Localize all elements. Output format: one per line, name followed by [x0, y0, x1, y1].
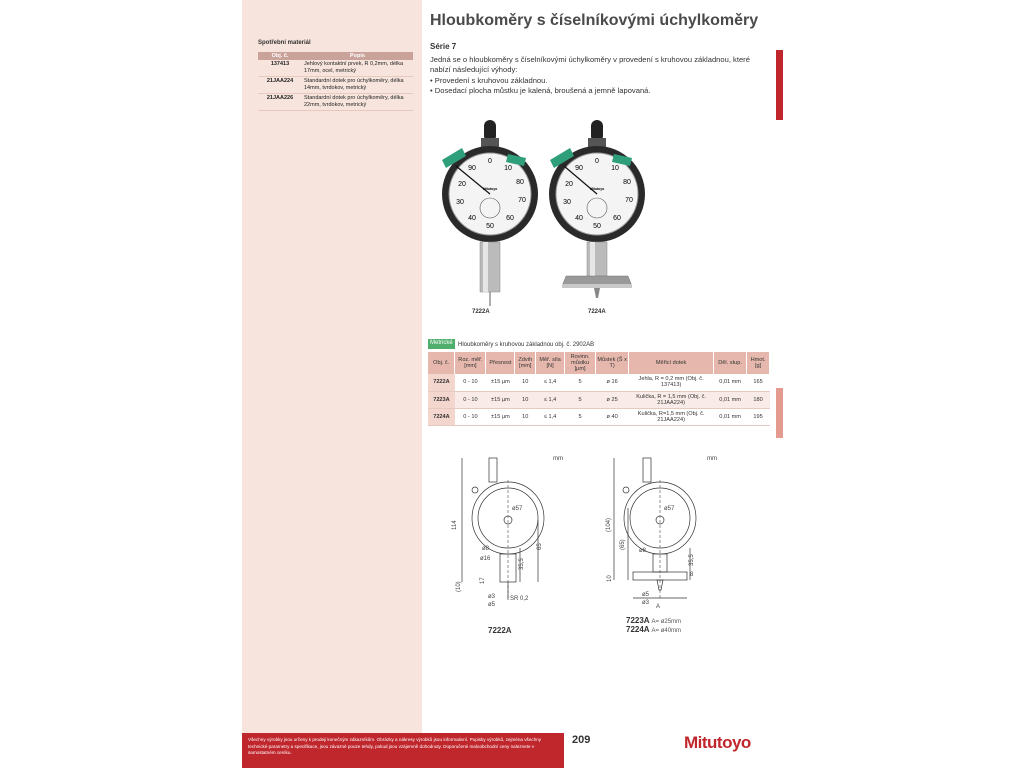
- dim-label: 8: [690, 572, 694, 578]
- dial-num: 0: [488, 158, 492, 165]
- cell-code: 7223A: [428, 391, 455, 408]
- page-number: 209: [572, 734, 591, 746]
- dial-num: 80: [623, 179, 631, 186]
- dial-num: 20: [458, 181, 466, 188]
- spec-table: [428, 352, 770, 426]
- dim-label: (104): [606, 517, 612, 532]
- dial-num: 70: [518, 197, 526, 204]
- col-header: Děl. stup.: [714, 352, 747, 374]
- dim-label: ø3: [488, 594, 496, 600]
- table-header-row: [428, 352, 770, 374]
- cell: ø 16: [596, 374, 629, 391]
- item-code: 21JAA224: [258, 77, 302, 94]
- dim-label: (10): [456, 581, 462, 592]
- cell: ≤ 1,4: [536, 374, 565, 391]
- list-item: • Provedení s kruhovou základnou.: [430, 76, 770, 86]
- cell: Kulička, R=1,5 mm (Obj. č. 21JAA224): [629, 408, 714, 425]
- technical-drawings: [428, 450, 778, 650]
- consumables-grid: [258, 52, 413, 111]
- table-row: [258, 77, 413, 94]
- dial-num: 70: [625, 197, 633, 204]
- dial-num: 90: [575, 165, 583, 172]
- dial-num: 30: [563, 199, 571, 206]
- dim-label: 65: [537, 543, 543, 550]
- item-code: 21JAA226: [258, 93, 302, 110]
- item-desc: Jehlový kontaktní prvek, R 0,2mm, délka 17mm, ocel, metrický: [302, 60, 413, 76]
- intro-paragraph: Jedná se o hloubkoměry s číselníkovými úchylkoměry v provedení s kruhovou základnou, které nabízí následující výhody:: [430, 55, 750, 75]
- dim-label: 10: [607, 575, 613, 582]
- dial-num: 30: [456, 199, 464, 206]
- table-row: [258, 60, 413, 76]
- dim-label: 17: [480, 577, 486, 584]
- cell: Jehla, R = 0,2 mm (Obj. č. 137413): [629, 374, 714, 391]
- dial-num: 0: [595, 158, 599, 165]
- cell: 0 - 10: [455, 408, 486, 425]
- dim-label: 35,5: [689, 554, 695, 566]
- gauge-photo-7224A: [548, 118, 658, 308]
- drawing-model: 7224A: [626, 625, 650, 634]
- drawing-model: 7223A: [626, 616, 650, 625]
- col-header-desc: Popis: [302, 52, 413, 61]
- table-caption: Hloubkoměry s kruhovou základnou obj. č. 2902AB: [458, 342, 595, 348]
- metric-badge: Metrické: [428, 339, 455, 349]
- drawing-label-7224A: [626, 625, 681, 634]
- cell: 5: [565, 391, 596, 408]
- table-row: [258, 93, 413, 110]
- brand-logo: Mitutoyo: [684, 733, 751, 752]
- dial-num: 40: [468, 215, 476, 222]
- dial-num: 60: [506, 215, 514, 222]
- table-row: [428, 408, 770, 425]
- unit-label: mm: [553, 456, 563, 462]
- cell: 195: [747, 408, 770, 425]
- cell: 10: [515, 408, 536, 425]
- dial-num: 80: [516, 179, 524, 186]
- dial-num: 90: [468, 165, 476, 172]
- dial-num: 20: [565, 181, 573, 188]
- section-marker-light: [776, 388, 783, 438]
- cell: 0 - 10: [455, 391, 486, 408]
- dim-label: SR 0,2: [510, 596, 529, 602]
- cell: ø 25: [596, 391, 629, 408]
- drawing-label-7223A: [626, 616, 681, 625]
- drawing-label-7222A: 7222A: [488, 626, 512, 635]
- drawing-model-sub: A= ø25mm: [651, 619, 682, 625]
- cell: 10: [515, 391, 536, 408]
- dim-label: ø5: [488, 602, 496, 608]
- cell: 0,01 mm: [714, 408, 747, 425]
- dim-label: ø16: [480, 556, 491, 562]
- col-header: Měřicí dotek: [629, 352, 714, 374]
- dim-label: 114: [452, 520, 458, 530]
- cell: 5: [565, 374, 596, 391]
- cell: 5: [565, 408, 596, 425]
- cell: ø 40: [596, 408, 629, 425]
- series-label: Série 7: [430, 42, 457, 51]
- col-header: Roz. měř. [mm]: [455, 352, 486, 374]
- photo-caption: 7222A: [472, 309, 490, 315]
- table-row: [428, 391, 770, 408]
- item-desc: Standardní dotek pro úchylkoměry, délka 22mm, tvrdokov, metrický: [302, 93, 413, 110]
- dial-num: 50: [486, 223, 494, 230]
- cell: 10: [515, 374, 536, 391]
- dim-label: ø8: [482, 546, 490, 552]
- col-header-code: Obj. č.: [258, 52, 302, 61]
- col-header: Přesnost: [486, 352, 515, 374]
- cell: ±15 µm: [486, 374, 515, 391]
- dim-label: ø57: [512, 506, 523, 512]
- col-header: Hmot. [g]: [747, 352, 770, 374]
- list-item: • Dosedací plocha můstku je kalená, broušená a jemně lapovaná.: [430, 86, 770, 96]
- drawing-svg: [428, 450, 778, 650]
- cell: Kulička, R = 1,5 mm (Obj. č. 21JAA224): [629, 391, 714, 408]
- cell: 0 - 10: [455, 374, 486, 391]
- advantages-list: [430, 76, 770, 97]
- col-header: Můstek (Š x T): [596, 352, 629, 374]
- cell: ≤ 1,4: [536, 408, 565, 425]
- col-header: Měř. síla [N]: [536, 352, 565, 374]
- col-header: Obj. č.: [428, 352, 455, 374]
- cell: 0,01 mm: [714, 391, 747, 408]
- page-title: Hloubkoměry s číselníkovými úchylkoměry: [430, 12, 759, 29]
- section-marker: [776, 50, 783, 120]
- cell-code: 7224A: [428, 408, 455, 425]
- dim-label: (65): [620, 539, 626, 550]
- dial-num: 10: [611, 165, 619, 172]
- dim-label: A: [656, 604, 661, 610]
- cell: ≤ 1,4: [536, 391, 565, 408]
- dial-num: 40: [575, 215, 583, 222]
- intro-text: [430, 55, 770, 96]
- col-header: Rovinn. můstku [µm]: [565, 352, 596, 374]
- consumables-table: [258, 40, 413, 111]
- dim-label: ø3: [642, 600, 650, 606]
- dial-brand: Mitutoyo: [482, 187, 498, 191]
- dial-brand: Mitutoyo: [589, 187, 605, 191]
- cell: 180: [747, 391, 770, 408]
- dim-label: 35,5: [519, 558, 525, 570]
- item-code: 137413: [258, 60, 302, 76]
- drawing-model-sub: A= ø40mm: [651, 628, 682, 634]
- unit-label: mm: [707, 456, 717, 462]
- dim-label: ø5: [642, 592, 650, 598]
- dim-label: ø8: [639, 548, 647, 554]
- dial-num: 60: [613, 215, 621, 222]
- gauge-photo-7222A: [436, 118, 546, 308]
- table-row: [428, 374, 770, 391]
- photo-caption: 7224A: [588, 309, 606, 315]
- cell: 165: [747, 374, 770, 391]
- cell: ±15 µm: [486, 391, 515, 408]
- dial-num: 50: [593, 223, 601, 230]
- item-desc: Standardní dotek pro úchylkoměry, délka 14mm, tvrdokov, metrický: [302, 77, 413, 94]
- footer-disclaimer: Všechny výrobky jsou určeny k prodeji konečným zákazníkům. Obrázky a nákresy výrobků jsou informativní. Popisky výrobků, zejména všechny technické parametry a specifikace, jsou závazné pouze tehdy, pokud jsou vzájemně dohodnuty. Doporučené maloobchodní ceny naleznete v samostatném ceníku.: [242, 733, 564, 768]
- dim-label: ø57: [664, 506, 675, 512]
- consumables-title: Spotřební materiál: [258, 40, 311, 46]
- cell-code: 7222A: [428, 374, 455, 391]
- cell: ±15 µm: [486, 408, 515, 425]
- dial-num: 10: [504, 165, 512, 172]
- col-header: Zdvih [mm]: [515, 352, 536, 374]
- cell: 0,01 mm: [714, 374, 747, 391]
